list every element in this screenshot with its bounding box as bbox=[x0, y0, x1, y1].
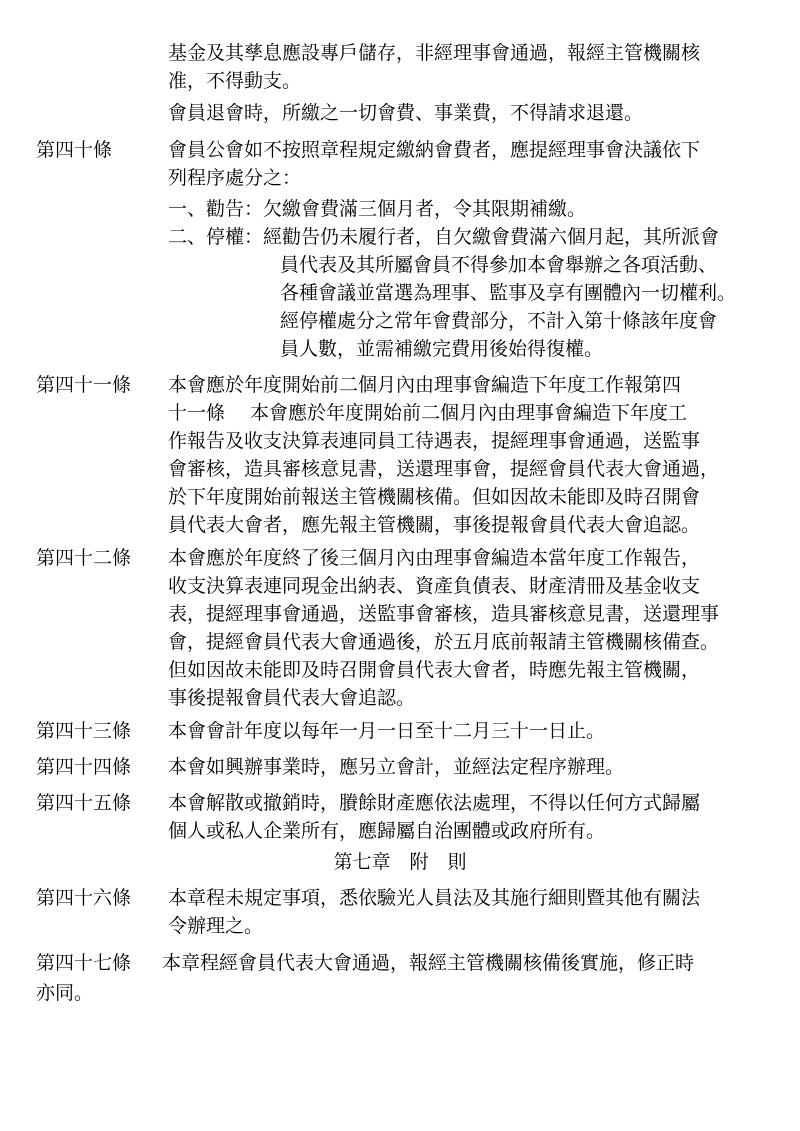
article-47-line-1: 本章程經會員代表大會通過，報經主管機關核備後實施，修正時 bbox=[162, 952, 695, 974]
article-40-line-4: 二、停權：經勸告仍未履行者，自欠繳會費滿六個月起，其所派會 bbox=[168, 226, 720, 248]
article-42-label: 第四十二條 bbox=[36, 547, 132, 569]
article-41-label: 第四十一條 bbox=[36, 374, 132, 396]
article-46-line-2: 令辦理之。 bbox=[168, 915, 264, 937]
article-40-line-3: 一、勸告：欠繳會費滿三個月者，令其限期補繳。 bbox=[168, 198, 587, 220]
article-46-line-1: 本章程未規定事項，悉依驗光人員法及其施行細則暨其他有關法 bbox=[168, 887, 701, 909]
article-41-line-3: 作報告及收支決算表連同員工待遇表，提經理事會通過，送監事 bbox=[168, 430, 701, 452]
article-43-label: 第四十三條 bbox=[36, 720, 132, 742]
intro-line-1: 基金及其孳息應設專戶儲存，非經理事會通過，報經主管機關核 bbox=[168, 42, 701, 64]
article-42-line-1: 本會應於年度終了後三個月內由理事會編造本當年度工作報告， bbox=[168, 547, 701, 569]
intro-line-3: 會員退會時，所繳之一切會費、事業費，不得請求退還。 bbox=[168, 102, 644, 124]
article-45-line-2: 個人或私人企業所有，應歸屬自治團體或政府所有。 bbox=[168, 820, 606, 842]
article-40-label: 第四十條 bbox=[36, 139, 113, 161]
article-42-line-4: 會，提經會員代表大會通過後，於五月底前報請主管機關核備查。 bbox=[168, 631, 720, 653]
article-41-line-5: 於下年度開始前報送主管機關核備。但如因故未能即及時召開會 bbox=[168, 486, 701, 508]
article-45-line-1: 本會解散或撤銷時，賸餘財產應依法處理，不得以任何方式歸屬 bbox=[168, 792, 701, 814]
article-40-line-6: 各種會議並當選為理事、監事及享有團體內一切權利。 bbox=[280, 282, 737, 304]
article-42-line-5: 但如因故未能即及時召開會員代表大會者，時應先報主管機關， bbox=[168, 659, 701, 681]
article-41-line-2: 十一條 本會應於年度開始前二個月內由理事會編造下年度工 bbox=[168, 402, 688, 424]
article-40-line-5: 員代表及其所屬會員不得參加本會舉辦之各項活動、 bbox=[280, 254, 718, 276]
article-41-line-4: 會審核，造具審核意見書，送還理事會，提經會員代表大會通過， bbox=[168, 458, 720, 480]
article-41-line-1: 本會應於年度開始前二個月內由理事會編造下年度工作報第四 bbox=[168, 374, 682, 396]
article-43-line-1: 本會會計年度以每年一月一日至十二月三十一日止。 bbox=[168, 720, 606, 742]
article-40-line-1: 會員公會如不按照章程規定繳納會費者，應提經理事會決議依下 bbox=[168, 139, 701, 161]
chapter-heading: 第七章 附 則 bbox=[333, 851, 467, 873]
article-42-line-2: 收支決算表連同現金出納表、資產負債表、財產清冊及基金收支 bbox=[168, 575, 701, 597]
article-40-line-7: 經停權處分之常年會費部分，不計入第十條該年度會 bbox=[280, 310, 718, 332]
article-45-label: 第四十五條 bbox=[36, 792, 132, 814]
article-44-label: 第四十四條 bbox=[36, 756, 132, 778]
article-44-line-1: 本會如興辦事業時，應另立會計，並經法定程序辦理。 bbox=[168, 756, 625, 778]
article-47-label: 第四十七條 bbox=[36, 952, 132, 974]
article-47-line-2: 亦同。 bbox=[36, 982, 94, 1004]
article-40-line-8: 員人數，並需補繳完費用後始得復權。 bbox=[280, 338, 604, 360]
article-46-label: 第四十六條 bbox=[36, 887, 132, 909]
intro-line-2: 准，不得動支。 bbox=[168, 70, 302, 92]
article-42-line-3: 表，提經理事會通過，送監事會審核，造具審核意見書，送還理事 bbox=[168, 603, 720, 625]
article-42-line-6: 事後提報會員代表大會追認。 bbox=[168, 687, 416, 709]
article-40-line-2: 列程序處分之： bbox=[168, 167, 302, 189]
article-41-line-6: 員代表大會者，應先報主管機關，事後提報會員代表大會追認。 bbox=[168, 514, 701, 536]
